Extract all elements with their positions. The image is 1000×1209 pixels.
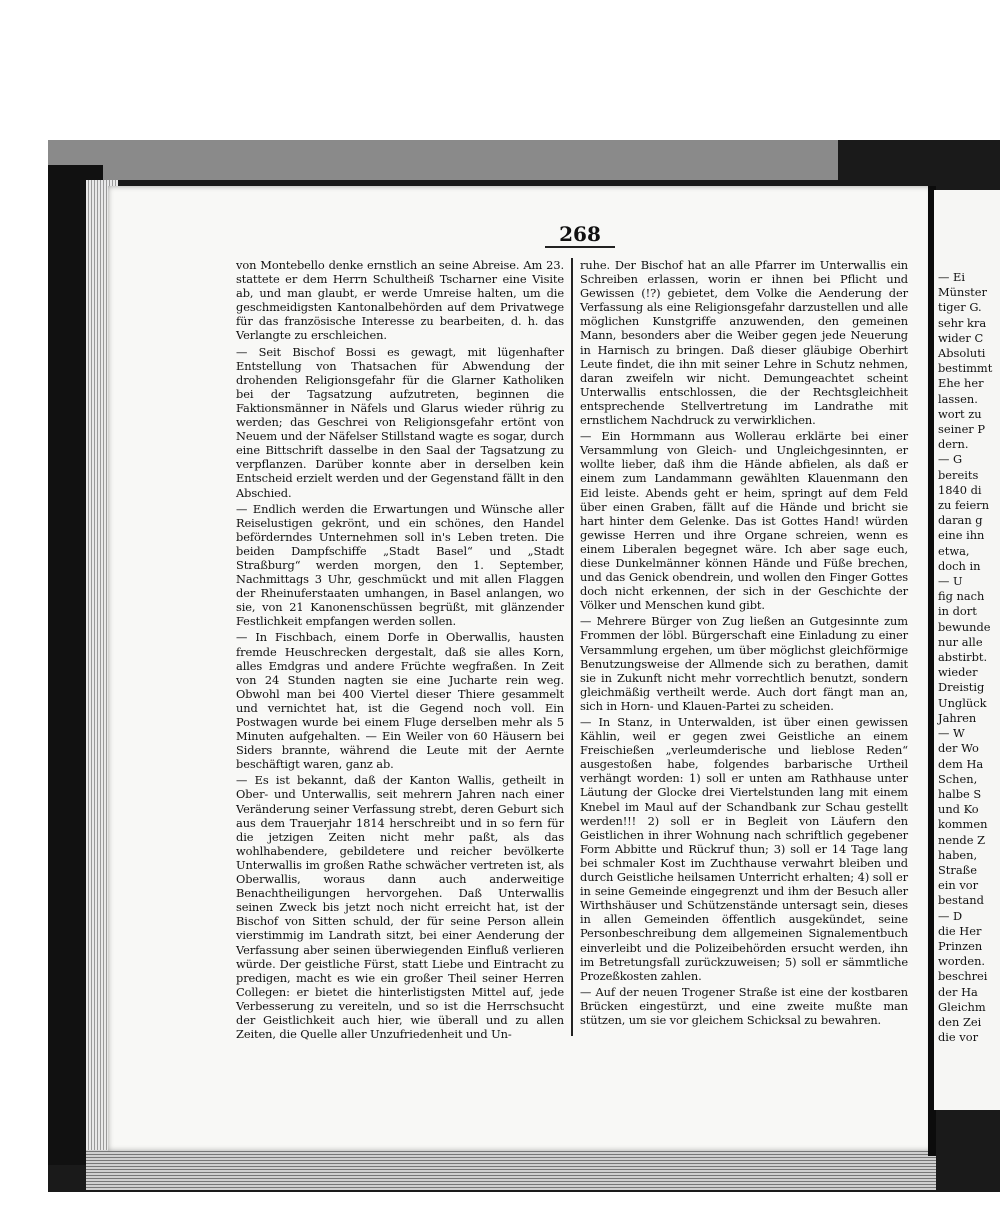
- left-column: [236, 258, 564, 1041]
- facing-page-text: — Ei Münster tiger G. sehr kra wider C Absoluti bestimmt Ehe her lassen. wort zu seiner P dern. — G bereits 1840 di zu feiern daran g eine ihn etwa, doch in — U fig nach in dort bewunde nur alle abstirbt. wieder Dreistig Unglück Jahren — W der Wo dem Ha Schen, halbe S und Ko kommen nende Z haben, Straße ein vor bestand — D die Her Prinzen worden. beschrei der Ha Gleichm den Zei die vor: [938, 270, 993, 1045]
- paragraph: — In Stanz, in Unterwalden, ist über einen gewissen Kählin, weil er gegen zwei Geistliche an einem Freischießen „verleumderische und lieblose Reden“ ausgestoßen habe, folgendes barbarische Urtheil verhängt worden: 1) soll er unten am Rathhause unter Läutung der Glocke drei Viertelstunden lang mit einem Knebel im Maul auf der Schandbank zur Schau gestellt werden!!! 2) soll er in Begleit von Läufern den Geistlichen in ihrer Wohnung nach schriftlich gegebener Form Abbitte und Rückruf thun; 3) soll er 14 Tage lang bei schmaler Kost im Zuchthause verwahrt bleiben und durch Geistliche heilsamen Unterricht erhalten; 4) soll er in seine Gemeinde eingegrenzt und ihm der Besuch aller Wirthshäuser und Schützenstände untersagt sein, dieses in allen Gemeinden öffentlich ausgekündet, seine Personbeschreibung dem allgemeinen Signalementbuch einverleibt und die Polizeibehörden ersucht werden, ihn im Betretungsfall zurückzuweisen; 5) soll er sämmtliche Prozeßkosten zahlen.: [580, 715, 908, 983]
- page-edges-bottom: [86, 1150, 936, 1190]
- paragraph: von Montebello denke ernstlich an seine Abreise. Am 23. stattete er dem Herrn Schultheiß Tscharner eine Visite ab, und man glaubt, er werde Umreise halten, um die geschmeidigsten Kantonalbehörden auf dem Privatwege für das französische Interesse zu bearbeiten, d. h. das Verlangte zu erschleichen.: [236, 258, 564, 343]
- facing-page-fragment: [934, 190, 1000, 1110]
- paragraph: — Mehrere Bürger von Zug ließen an Gutgesinnte zum Frommen der löbl. Bürgerschaft eine Einladung zu einer Versammlung ergehen, um über möglichst gleichförmige Benutzungsweise der Allmende sich zu berathen, damit sie in Zukunft nicht mehr vorrechtlich benutzt, sondern gleichmäßig vertheilt werde. Auch dort fängt man an, sich in Horn- und Klauen-Partei zu scheiden.: [580, 614, 908, 713]
- paragraph: — Auf der neuen Trogener Straße ist eine der kostbaren Brücken eingestürzt, und eine zweite mußte man stützen, um sie vor gleichem Schicksal zu bewahren.: [580, 984, 908, 1027]
- page-number: 268: [559, 222, 601, 246]
- paragraph: — Seit Bischof Bossi es gewagt, mit lügenhafter Entstellung von Thatsachen für Abwendung der drohenden Religionsgefahr für die Glarner Katholiken bei der Tagsatzung aufzutreten, beginnen die Faktionsmänner in Näfels und Glarus wieder rührig zu werden; das Geschrei von Religionsgefahr ertönt von Neuem und der Näfelser Stillstand wagte es sogar, durch eine Bittschrift dasselbe in den Saal der Tagsatzung zu verpflanzen. Darüber konnte aber in derselben kein Entscheid erzielt werden und der Gegenstand fällt in den Abschied.: [236, 344, 564, 500]
- paragraph: — Ein Hormmann aus Wollerau erklärte bei einer Versammlung von Gleich- und Ungleichgesinnten, er wollte lieber, daß ihm die Hände abfielen, als daß er einem zum Landammann gewählten Klauenmann den Eid leiste. Abends geht er heim, springt auf dem Feld über einen Graben, fällt auf die Hände und bricht sie hart hinter dem Gelenke. Das ist Gottes Hand! würden gewisse Herren und ihre Organe schreien, wenn es einem Liberalen begegnet wäre. Ich aber sage euch, diese Dunkelmänner können Hände und Füße brechen, und das Genick obendrein, und wollen den Finger Gottes doch nicht erkennen, der sich in der Geschichte der Völker und Menschen kund gibt.: [580, 429, 908, 613]
- page-number-rule: [545, 246, 615, 248]
- paragraph: ruhe. Der Bischof hat an alle Pfarrer im Unterwallis ein Schreiben erlassen, worin er ihnen bei Pflicht und Gewissen (!?) gebietet, dem Volke die Aenderung der Verfassung als eine Religionsgefahr darzustellen und alle möglichen Kunstgriffe anzuwenden, den gemeinen Mann, besonders aber die Weiber gegen jede Neuerung in Harnisch zu bringen. Daß dieser gläubige Oberhirt Leute findet, die ihn mit seiner Lehre in Schutz nehmen, daran zweifeln wir nicht. Demungeachtet scheint Unterwallis entschlossen, die der Rechtsgleichheit entsprechende Stellvertretung im Landrathe mit ernstlichem Nachdruck zu verwirklichen.: [580, 258, 908, 428]
- right-column: [580, 258, 908, 1027]
- column-divider: [571, 258, 573, 1036]
- paragraph: — Endlich werden die Erwartungen und Wünsche aller Reiselustigen gekrönt, und ein schönes, den Handel beförderndes Unternehmen soll in's Leben treten. Die beiden Dampfschiffe „Stadt Basel“ und „Stadt Straßburg“ werden morgen, den 1. September, Nachmittags 3 Uhr, geschmückt und mit allen Flaggen der Rheinuferstaaten umhangen, in Basel anlangen, wo sie, von 21 Kanonenschüssen begrüßt, mit glänzender Festlichkeit empfangen werden sollen.: [236, 501, 564, 629]
- scan-top-margin: [48, 140, 838, 180]
- paragraph: — Es ist bekannt, daß der Kanton Wallis, getheilt in Ober- und Unterwallis, seit mehrern Jahren nach einer Veränderung seiner Verfassung strebt, deren Geburt sich aus dem Trauerjahr 1814 herschreibt und in so fern für die jetzigen Zeiten nicht mehr paßt, als das wohlhabendere, gebildetere und reicher bevölkerte Unterwallis im großen Rathe schwächer vertreten ist, als Oberwallis, woraus dann auch anderweitige Benachtheiligungen hervorgehen. Daß Unterwallis seinen Zweck bis jetzt noch nicht erreicht hat, ist der Bischof von Sitten schuld, der für seine Person allein vierstimmig im Landrath sitzt, bei einer Aenderung der Verfassung aber seinen überwiegenden Einfluß verlieren würde. Der geistliche Fürst, statt Liebe und Eintracht zu predigen, macht es wie ein großer Theil seiner Herren Collegen: er bietet die hinterlistigsten Mittel auf, jede Verbesserung zu vereiteln, und so ist die Herrschsucht der Geistlichkeit auch hier, wie überall und zu allen Zeiten, die Quelle aller Unzufriedenheit und Un-: [236, 773, 564, 1042]
- paragraph: — In Fischbach, einem Dorfe in Oberwallis, hausten fremde Heuschrecken dergestalt, daß sie alles Korn, alles Emdgras und andere Früchte wegfraßen. In Zeit von 24 Stunden nagten sie eine Jucharte rein weg. Obwohl man bei 400 Viertel dieser Thiere gesammelt und vernichtet hat, ist die Gegend noch voll. Ein Postwagen wurde bei einem Fluge derselben mehr als 5 Minuten aufgehalten. — Ein Weiler von 60 Häusern bei Siders brannte, während die Leute mit der Aernte beschäftigt waren, ganz ab.: [236, 630, 564, 772]
